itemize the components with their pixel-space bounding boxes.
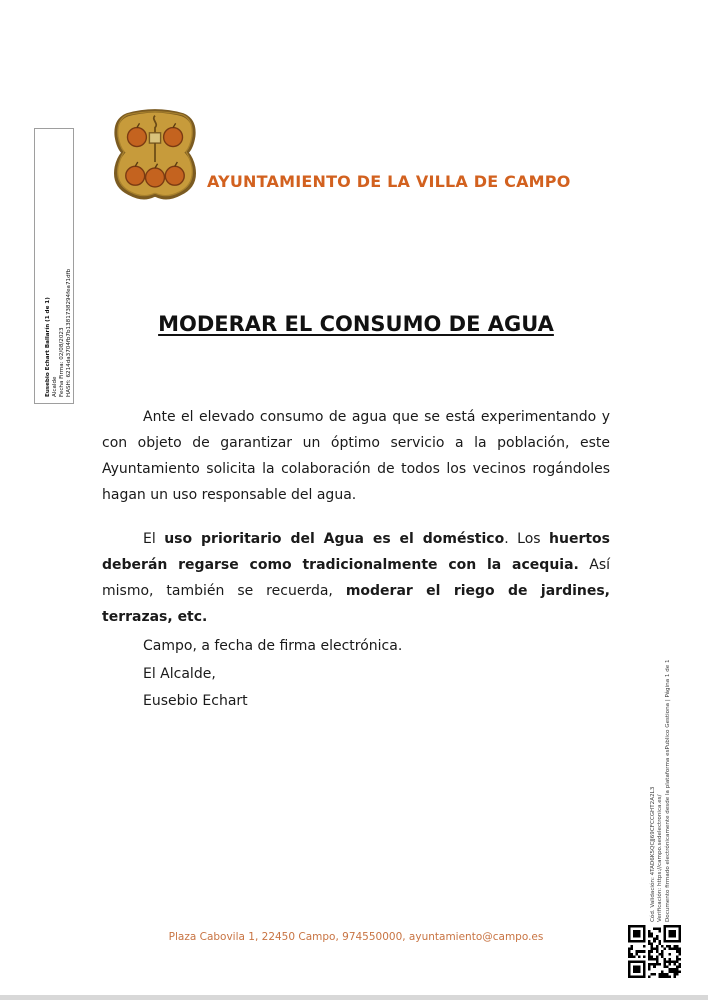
- signer-role: Alcalde: [52, 376, 58, 397]
- signature-hash: HASH: 6214da3704fb7b1381738294fea71dfb: [66, 268, 72, 397]
- p2-seg-3: . Los: [504, 531, 550, 547]
- p2-seg-1: El: [143, 531, 165, 547]
- document-title: MODERAR EL CONSUMO DE AGUA: [158, 312, 554, 336]
- p2-seg-2: uso prioritario del Agua es el doméstico: [164, 531, 505, 547]
- closing-signer-line: Eusebio Echart: [143, 693, 248, 709]
- signer-name: Eusebio Echart Ballarín (1 de 1): [45, 297, 51, 397]
- platform-note: Documento firmado electrónicamente desde la plataforma esPublico Gestiona | Página 1 de 1: [664, 659, 671, 922]
- verification-url: Verificación: https://campo.sedelectronica.es/: [657, 794, 664, 922]
- footer-contact: Plaza Cabovila 1, 22450 Campo, 974550000, ayuntamiento@campo.es: [168, 931, 544, 943]
- signature-date: Fecha Firma: 02/08/2023: [59, 327, 65, 397]
- paragraph-priority: [102, 526, 610, 630]
- closing-block: [143, 633, 563, 716]
- closing-place-line: Campo, a fecha de firma electrónica.: [143, 638, 403, 654]
- signature-stamp-text: [45, 129, 73, 397]
- qr-code-icon: [628, 925, 681, 978]
- p2-seg-4: huertos deberán regarse como tradicionalmente con la acequia.: [102, 531, 611, 573]
- coat-of-arms-logo-icon: [112, 108, 198, 204]
- validation-code: Cód. Validación: 4TAD6K5QCJJ69CFCCGHT2A2L3: [650, 786, 656, 922]
- p2-seg-5: Así mismo, también se recuerda,: [102, 557, 610, 599]
- organization-name: AYUNTAMIENTO DE LA VILLA DE CAMPO: [207, 172, 571, 191]
- validation-margin-text: [650, 608, 672, 922]
- closing-role-line: El Alcalde,: [143, 665, 216, 682]
- p2-seg-6: moderar el riego de jardines, terrazas, etc.: [102, 583, 610, 625]
- paragraph-intro: Ante el elevado consumo de agua que se está experimentando y con objeto de garantizar un óptimo servicio a la población, este Ayuntamiento solicita la colaboración de todos los vecinos rogándoles hagan un uso responsable del agua.: [102, 409, 610, 503]
- page-bottom-edge: [0, 995, 708, 1000]
